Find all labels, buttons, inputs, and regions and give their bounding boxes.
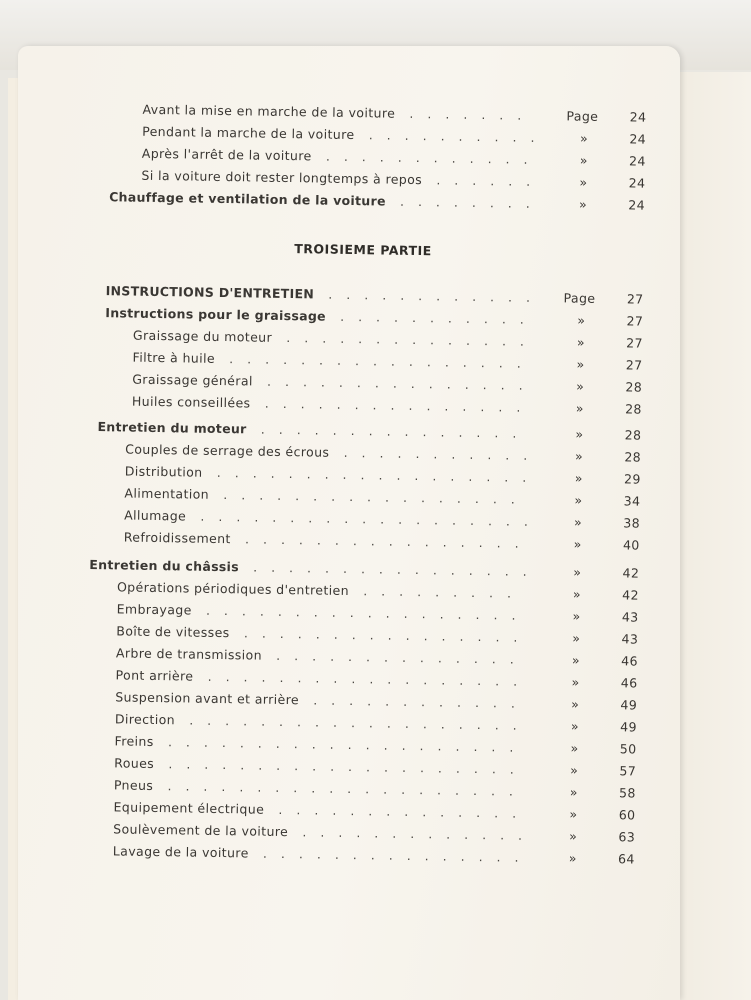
- ditto-mark: »: [571, 652, 581, 668]
- dot-leader: .......: [409, 105, 536, 123]
- ditto-mark: »: [580, 130, 589, 146]
- ditto-mark: »: [573, 536, 582, 552]
- dot-leader: ...................: [200, 508, 543, 530]
- toc-entry-label: Pont arrière: [115, 667, 194, 684]
- toc-entry-page-number: 28: [625, 401, 642, 417]
- ditto-mark: »: [574, 470, 583, 486]
- toc-entry-label: Après l'arrêt de la voiture: [141, 145, 312, 164]
- ditto-mark: »: [571, 696, 580, 712]
- toc-entry-page-number: 42: [622, 565, 640, 581]
- toc-entry-label: Distribution: [124, 463, 203, 480]
- toc-entry-page-number: 43: [621, 609, 639, 625]
- ditto-mark: »: [575, 426, 584, 442]
- ditto-mark: »: [570, 762, 579, 778]
- ditto-mark: »: [576, 378, 585, 394]
- toc-entry-page-number: 34: [623, 493, 641, 509]
- document-page: [18, 46, 680, 1000]
- dot-leader: ...........: [340, 308, 538, 327]
- ditto-mark: »: [572, 630, 581, 646]
- toc-entry-page-number: 49: [620, 697, 638, 713]
- dot-leader: .................: [229, 351, 535, 371]
- toc-entry-page-number: 27: [625, 357, 643, 373]
- part-title: TROISIEME PARTIE: [294, 241, 432, 259]
- ditto-mark: »: [569, 806, 578, 822]
- dot-leader: ......: [436, 172, 545, 190]
- dot-leader: ..............: [286, 330, 539, 349]
- toc-entry-page-number: 63: [618, 829, 636, 845]
- toc-entry-label: Arbre de transmission: [115, 645, 263, 663]
- ditto-mark: »: [570, 740, 579, 756]
- dot-leader: ............: [328, 286, 545, 306]
- dot-leader: ...............: [260, 421, 531, 441]
- dot-leader: ....................: [167, 778, 528, 799]
- toc-entry-label: Opérations périodiques d'entretien: [116, 579, 350, 599]
- dot-leader: ..................: [205, 602, 530, 623]
- dot-leader: ...................: [189, 712, 531, 733]
- toc-entry-label: Avant la mise en marche de la voiture: [142, 101, 396, 121]
- toc-entry-page-number: 46: [620, 675, 638, 691]
- toc-entry-label: Direction: [114, 711, 176, 728]
- toc-entry-page-number: 28: [624, 449, 642, 465]
- toc-entry-label: Lavage de la voiture: [112, 843, 249, 861]
- page-word: Page: [563, 290, 596, 306]
- toc-entry-page-number: 28: [624, 427, 642, 443]
- ditto-mark: »: [569, 828, 578, 844]
- ditto-mark: »: [576, 356, 585, 372]
- toc-entry-label: Huiles conseillées: [131, 393, 251, 411]
- ditto-mark: »: [572, 608, 581, 624]
- toc-entry-page-number: 40: [622, 537, 640, 553]
- toc-entry-label: Pneus: [113, 777, 154, 793]
- toc-entry-label: Allumage: [124, 507, 187, 524]
- toc-entry-page-number: 27: [626, 313, 644, 329]
- ditto-mark: »: [576, 334, 586, 350]
- ditto-mark: »: [571, 674, 580, 690]
- ditto-mark: »: [572, 586, 582, 602]
- dot-leader: ...............: [262, 845, 533, 865]
- dot-leader: ..............: [276, 647, 528, 667]
- ditto-mark: »: [569, 784, 579, 800]
- ditto-mark: »: [578, 196, 588, 212]
- toc-entry-page-number: 38: [623, 515, 641, 531]
- toc-entry-page-number: 29: [623, 471, 641, 487]
- dot-leader: ................: [253, 559, 541, 580]
- dot-leader: ..................: [216, 464, 541, 486]
- dot-leader: ........: [399, 193, 544, 212]
- dot-leader: ...............: [264, 395, 535, 415]
- toc-entry-page-number: 43: [621, 631, 639, 647]
- toc-entry-page-number: 57: [619, 763, 637, 779]
- toc-entry-label: Instructions pour le graissage: [105, 305, 327, 324]
- ditto-mark: »: [575, 400, 585, 416]
- toc-entry-label: Suspension avant et arrière: [115, 689, 300, 708]
- toc-entry-page-number: 28: [625, 379, 643, 395]
- ditto-mark: »: [568, 850, 577, 866]
- dot-leader: ............: [325, 148, 542, 167]
- ditto-mark: »: [575, 448, 584, 464]
- dot-leader: ................: [244, 531, 533, 551]
- toc-entry-label: Graissage du moteur: [132, 327, 273, 345]
- dot-leader: ............: [313, 692, 530, 711]
- toc-entry-page-number: 24: [628, 197, 646, 213]
- toc-entry-label: Couples de serrage des écrous: [125, 441, 330, 460]
- toc-entry-page-number: 60: [618, 807, 636, 823]
- toc-entry-label: Filtre à huile: [132, 349, 216, 366]
- toc-entry-label: Pendant la marche de la voiture: [142, 123, 355, 143]
- dot-leader: ....................: [167, 734, 528, 755]
- toc-entry-page-number: 64: [617, 851, 635, 867]
- toc-entry-page-number: 24: [628, 153, 646, 169]
- dot-leader: ...............: [266, 373, 537, 393]
- ditto-mark: »: [577, 312, 586, 328]
- toc-entry-page-number: 24: [628, 175, 646, 191]
- toc-entry-label: Freins: [114, 733, 154, 749]
- toc-entry-label: Entretien du moteur: [97, 419, 247, 437]
- dot-leader: .............: [302, 824, 537, 843]
- toc-entry-label: Roues: [114, 755, 155, 771]
- ditto-mark: »: [579, 174, 588, 190]
- toc-entry-label: Entretien du châssis: [89, 556, 240, 575]
- ditto-mark: »: [573, 514, 583, 530]
- toc-entry-label: Graissage général: [132, 371, 253, 389]
- toc-entry-page-number: 58: [619, 785, 636, 801]
- toc-entry-page-number: 24: [629, 109, 647, 125]
- dot-leader: ..............: [278, 801, 531, 821]
- dot-leader: ..........: [368, 127, 549, 146]
- page-word: Page: [566, 108, 599, 124]
- toc-entry-label: INSTRUCTIONS D'ENTRETIEN: [105, 283, 315, 302]
- dot-leader: .................: [223, 487, 529, 507]
- toc-entry-label: Si la voiture doit rester longtemps à repos: [141, 167, 423, 188]
- toc-entry-label: Alimentation: [124, 485, 210, 502]
- toc-entry-label: Equipement électrique: [113, 799, 265, 817]
- toc-entry-page-number: 49: [620, 719, 637, 735]
- dot-leader: ................: [243, 625, 532, 645]
- toc-entry-label: Soulèvement de la voiture: [113, 821, 289, 840]
- toc-entry-page-number: 50: [619, 741, 637, 757]
- dot-leader: ..................: [207, 668, 532, 689]
- toc-entry-label: Embrayage: [116, 601, 192, 618]
- toc-entry-page-number: 46: [621, 653, 639, 669]
- toc-entry-page-number: 27: [626, 335, 644, 351]
- toc-entry-page-number: 24: [629, 131, 647, 147]
- dot-leader: ....................: [168, 756, 528, 777]
- toc-entry-label: Refroidissement: [123, 529, 231, 547]
- ditto-mark: »: [570, 718, 580, 734]
- toc-entry-label: Chauffage et ventilation de la voiture: [109, 189, 386, 209]
- dot-leader: ...........: [343, 444, 542, 464]
- toc-entry-page-number: 42: [622, 587, 640, 603]
- dot-leader: .........: [363, 583, 526, 601]
- ditto-mark: »: [573, 564, 582, 580]
- toc-entry-page-number: 27: [626, 291, 644, 307]
- ditto-mark: »: [579, 152, 588, 168]
- table-of-contents: [11, 41, 688, 1000]
- toc-entry-label: Boîte de vitesses: [116, 623, 230, 641]
- ditto-mark: »: [574, 492, 583, 508]
